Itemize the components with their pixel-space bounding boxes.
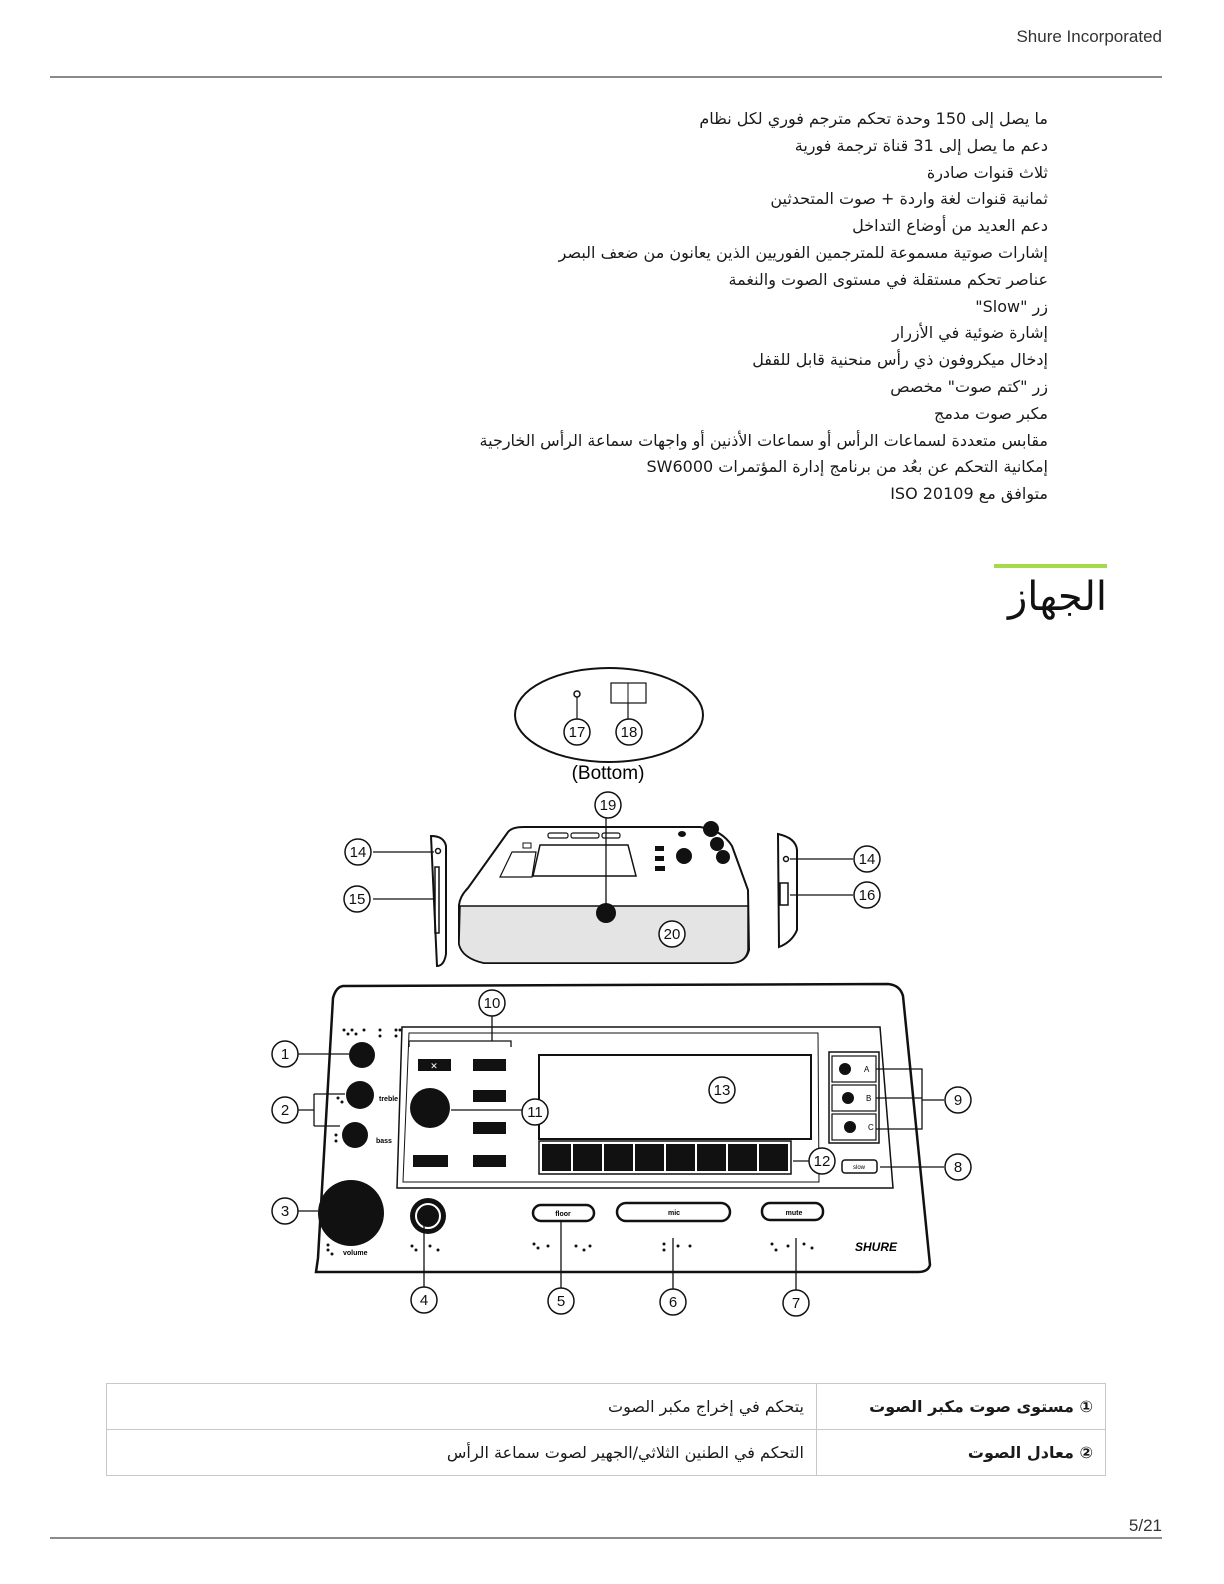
legend-description: يتحكم في إخراج مكبر الصوت: [107, 1384, 817, 1430]
svg-text:B: B: [866, 1094, 872, 1103]
feature-item: إشارات صوتية مسموعة للمترجمين الفوريين الذين يعانون من ضعف البصر: [558, 242, 1048, 262]
page-number: 5/21: [1128, 1516, 1162, 1535]
legend-description: التحكم في الطنين الثلاثي/الجهير لصوت سماعة الرأس: [107, 1430, 817, 1476]
section-accent-bar: [994, 564, 1107, 568]
table-row: [107, 1430, 1106, 1476]
callout-number: 10: [483, 995, 501, 1012]
svg-text:mic: mic: [667, 1210, 681, 1217]
navigation-knob: [410, 1088, 450, 1128]
callout-number: 14: [349, 844, 367, 861]
table-row: [107, 1384, 1106, 1430]
device-diagram: [260, 660, 980, 1320]
callout-number: 20: [663, 926, 681, 943]
volume-label: volume: [343, 1250, 368, 1257]
legend-term: ② معادل الصوت: [817, 1430, 1106, 1476]
feature-item: إشارة ضوئية في الأزرار: [892, 323, 1048, 343]
svg-text:mute: mute: [785, 1210, 803, 1217]
feature-item: ثلاث قنوات صادرة: [926, 162, 1048, 182]
callout-number: 1: [280, 1046, 290, 1063]
callout-number: 4: [419, 1292, 429, 1309]
mail-button: [473, 1090, 506, 1102]
callout-number: 16: [858, 887, 876, 904]
display-screen: [539, 1055, 811, 1139]
callout-number: 2: [280, 1102, 290, 1119]
feature-item: ثمانية قنوات لغة واردة + صوت المتحدثين: [770, 189, 1048, 209]
brand-logo: SHURE: [854, 1240, 898, 1254]
callout-number: 19: [599, 797, 617, 814]
callout-number: 18: [620, 724, 638, 741]
feature-item: عناصر تحكم مستقلة في مستوى الصوت والنغمة: [728, 269, 1048, 289]
svg-text:A: A: [864, 1065, 870, 1074]
callout-number: 14: [858, 851, 876, 868]
svg-text:✕: ✕: [430, 1061, 438, 1071]
treble-knob: [346, 1081, 374, 1109]
feature-item: دعم ما يصل إلى 31 قناة ترجمة فورية: [794, 135, 1048, 155]
footer-divider: [50, 1537, 1162, 1539]
header-divider: [50, 76, 1162, 78]
callout-number: 13: [713, 1082, 731, 1099]
callout-number: 6: [668, 1294, 678, 1311]
legend-term: ① مستوى صوت مكبر الصوت: [817, 1384, 1106, 1430]
callout-number: 15: [348, 891, 366, 908]
feature-item: مقابس متعددة لسماعات الرأس أو سماعات الأذنين أو واجهات سماعة الرأس الخارجية: [479, 430, 1048, 450]
callout-number: 5: [556, 1293, 566, 1310]
bass-label: bass: [376, 1138, 392, 1145]
svg-text:C: C: [868, 1123, 874, 1132]
lock-icon: [784, 857, 789, 862]
feature-item: مكبر صوت مدمج: [933, 403, 1048, 423]
feature-list: [348, 106, 1048, 508]
feature-item: إدخال ميكروفون ذي رأس منحنية قابل للقفل: [752, 350, 1048, 370]
connector-port: [780, 883, 788, 905]
bass-knob: [342, 1122, 368, 1148]
callout-number: 12: [813, 1153, 831, 1170]
treble-label: treble: [379, 1096, 399, 1103]
feature-item: دعم العديد من أوضاع التداخل: [852, 216, 1048, 236]
bottom-label: (Bottom): [571, 763, 645, 784]
bottom-detail-ellipse: [515, 668, 703, 762]
feature-item: زر "Slow": [975, 296, 1048, 316]
feature-item: ما يصل إلى 150 وحدة تحكم مترجم فوري لكل نظام: [699, 109, 1048, 128]
list-button: [473, 1122, 506, 1134]
users-button: [473, 1155, 506, 1167]
callout-number: 7: [791, 1295, 801, 1312]
callout-number: 3: [280, 1203, 290, 1220]
section-title: الجهاز: [1007, 574, 1107, 620]
home-button: [413, 1155, 448, 1167]
volume-knob: [349, 1042, 375, 1068]
screw-icon: [574, 691, 580, 697]
callout-number: 17: [568, 724, 586, 741]
svg-text:slow: slow: [852, 1165, 866, 1171]
component-legend-table: [106, 1383, 1106, 1476]
feature-item: متوافق مع ISO 20109: [890, 484, 1048, 504]
feature-item: زر "كتم صوت" مخصص: [890, 376, 1048, 396]
callout-number: 11: [527, 1104, 543, 1121]
headphone-volume-knob: [318, 1180, 384, 1246]
feature-item: إمكانية التحكم عن بعُد من برنامج إدارة المؤتمرات SW6000: [646, 457, 1048, 477]
callout-number: 9: [953, 1092, 963, 1109]
callout-number: 8: [953, 1159, 963, 1176]
settings-button: [473, 1059, 506, 1071]
svg-text:floor: floor: [555, 1211, 571, 1218]
lock-icon: [436, 849, 441, 854]
card-slot: [435, 867, 439, 933]
company-name: Shure Incorporated: [1016, 27, 1162, 46]
